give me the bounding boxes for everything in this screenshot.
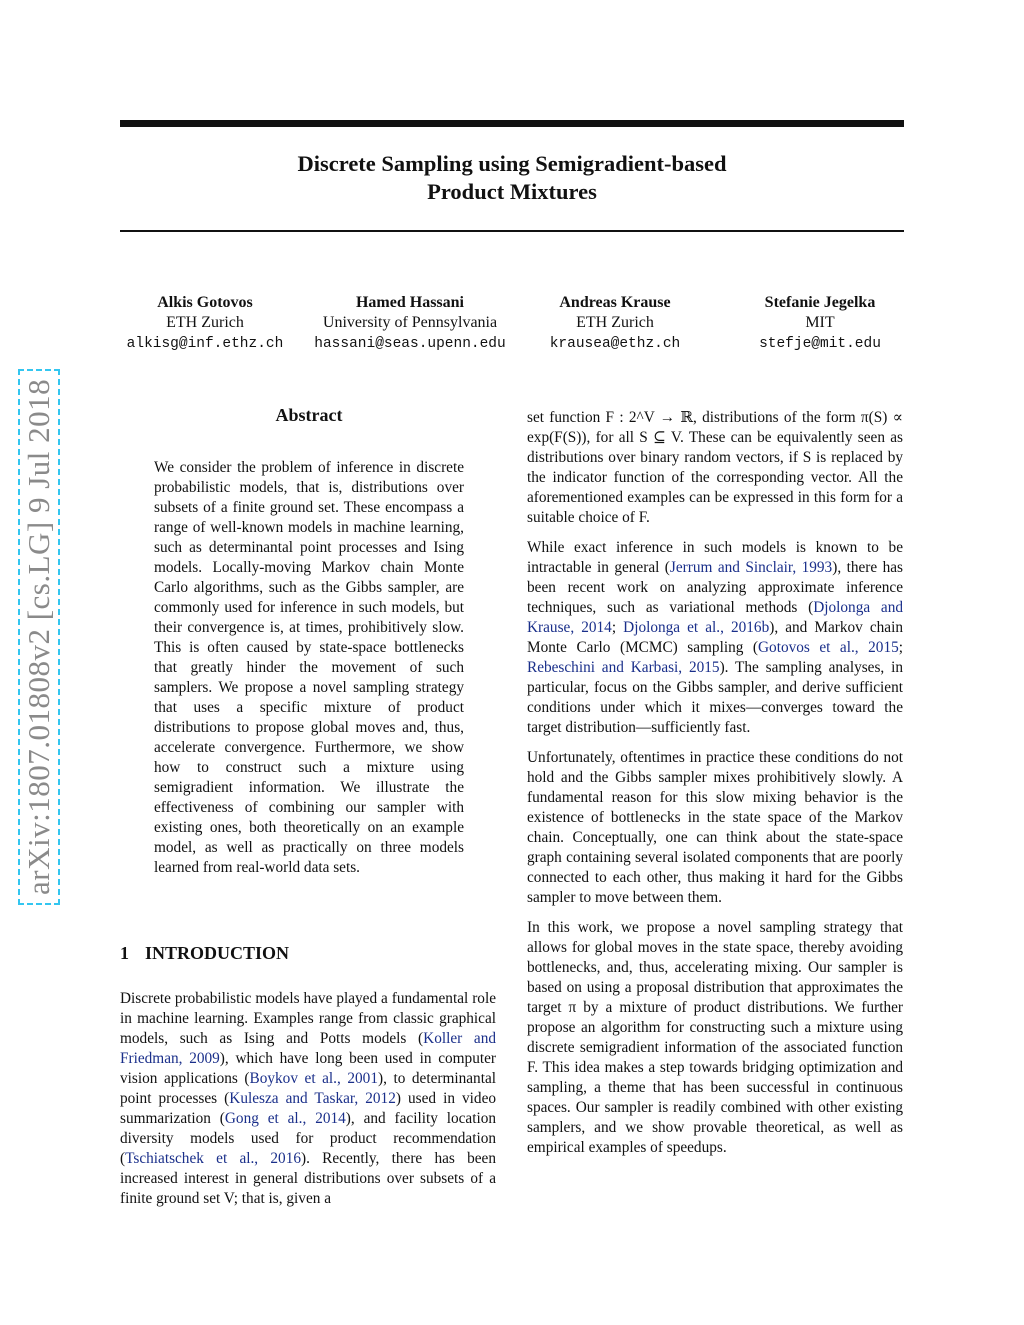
- author-email[interactable]: hassani@seas.upenn.edu: [314, 336, 506, 352]
- citation-link[interactable]: Gotovos et al., 2015: [758, 639, 899, 656]
- paper-title: [120, 150, 904, 206]
- citation-link[interactable]: Rebeschini and Karbasi, 2015: [527, 659, 720, 676]
- citation-link[interactable]: Kulesza and Taskar, 2012: [229, 1090, 396, 1107]
- author-3: [525, 293, 705, 355]
- author-affiliation: MIT: [805, 314, 835, 331]
- intro-left-column: [120, 989, 496, 1219]
- citation-link[interactable]: Koller and Friedman, 2009: [120, 1030, 496, 1067]
- author-1: [110, 293, 300, 355]
- paragraph-text: ). Recently, there has been increased interest in general distributions over subsets of a finite ground set V; that is, given a: [120, 1150, 496, 1207]
- citation-link[interactable]: Jerrum and Sinclair, 1993: [669, 559, 833, 576]
- paragraph-text: ;: [898, 639, 903, 656]
- author-name: Andreas Krause: [559, 294, 671, 311]
- citation-link[interactable]: Tschiatschek et al., 2016: [125, 1150, 301, 1167]
- title-rule-top: [120, 120, 904, 127]
- abstract-text: We consider the problem of inference in discrete probabilistic models, that is, distributions over subsets of a finite ground set. These encompass a range of well-known models in machine learning, such as determinantal point processes and Ising models. Locally-moving Markov chain Monte Carlo algorithms, such as the Gibbs sampler, are commonly used for inference in such models, but their convergence is, at times, prohibitively slow. This is often caused by state-space bottlenecks that greatly hinder the movement of such samplers. We propose a novel sampling strategy that uses a specific mixture of product distributions to propose global moves and, thus, accelerate convergence. Furthermore, we show how to construct such a mixture using semigradient information. We illustrate the effectiveness of combining our sampler with existing ones, both theoretically on an example model, as well as practically on three models learned from real-world data sets.: [154, 459, 464, 876]
- paragraph-text: Discrete probabilistic models have played a fundamental role in machine learning. Examples range from classic graphical models, such as Ising and Potts models (: [120, 990, 496, 1047]
- author-name: Alkis Gotovos: [157, 294, 253, 311]
- citation-link[interactable]: Boykov et al., 2001: [249, 1070, 378, 1087]
- paragraph-text: ), there has been recent work on analyzing approximate inference techniques, such as variational methods (: [527, 559, 904, 616]
- section-number: 1: [120, 943, 129, 963]
- intro-paragraph-1: [120, 989, 496, 1209]
- section-heading-introduction: [120, 943, 500, 964]
- author-2: [300, 293, 520, 355]
- author-affiliation: ETH Zurich: [166, 314, 244, 331]
- author-name: Hamed Hassani: [355, 294, 464, 311]
- author-affiliation: University of Pennsylvania: [322, 314, 498, 331]
- paragraph-text: While exact inference in such models is known to be intractable in general (: [527, 539, 903, 576]
- paragraph-text: ). The sampling analyses, in particular, focus on the Gibbs sampler, and derive sufficient conditions under which it mixes—converges toward the target distribution—sufficiently fast.: [527, 659, 903, 736]
- intro-right-column: [527, 408, 903, 1168]
- intro-paragraph-5: In this work, we propose a novel sampling strategy that allows for global moves in the state space, thereby avoiding bottlenecks, and, thus, accelerating mixing. Our sampler is based on using a proposal distribution that approximates the target π by a mixture of product distributions. We further propose an algorithm for constructing such a mixture using discrete semigradient information of the associated function F. This idea makes a step towards bridging optimization and sampling, a theme that has been successful in continuous spaces. Our sampler is readily combined with other existing samplers, and we show provable theoretical, as well as empirical examples of speedups.: [527, 919, 903, 1156]
- author-affiliation: ETH Zurich: [576, 314, 654, 331]
- author-email[interactable]: stefje@mit.edu: [759, 336, 881, 352]
- section-title: INTRODUCTION: [145, 943, 290, 963]
- citation-link[interactable]: Djolonga et al., 2016b: [623, 619, 770, 636]
- paragraph-text: ), and Markov chain Monte Carlo (MCMC) sampling (: [527, 619, 903, 656]
- author-email[interactable]: krausea@ethz.ch: [549, 336, 681, 352]
- title-rule-bottom: [120, 230, 904, 232]
- title-line-1: Discrete Sampling using Semigradient-based: [297, 151, 727, 176]
- abstract-heading: Abstract: [275, 405, 343, 425]
- paragraph-text: ;: [611, 619, 624, 636]
- author-name: Stefanie Jegelka: [764, 294, 876, 311]
- intro-paragraph-2: set function F : 2^V → ℝ, distributions of the form π(S) ∝ exp(F(S)), for all S ⊆ V. These can be equivalently seen as distributions over binary random vectors, if S is replaced by the indicator function of the corresponding vector. All the aforementioned examples can be expressed in this form for a suitable choice of F.: [527, 409, 903, 526]
- paragraph-text: ), which have long been used in computer vision applications (: [120, 1050, 496, 1087]
- intro-paragraph-3: [527, 538, 903, 738]
- citation-link[interactable]: Djolonga and Krause, 2014: [527, 599, 904, 636]
- intro-paragraph-4: Unfortunately, oftentimes in practice these conditions do not hold and the Gibbs sampler mixes prohibitively slowly. A fundamental reason for this slow mixing behavior is the existence of bottlenecks in the state space of the Markov chain. Conceptually, one can think about the state-space graph containing several isolated components that are poorly connected to each other, thus making it hard for the Gibbs sampler to move between them.: [527, 749, 903, 906]
- arxiv-identifier-stamp[interactable]: arXiv:1807.01808v2 [cs.LG] 9 Jul 2018: [18, 369, 60, 905]
- paragraph-text: ), and facility location diversity models used for product recommendation (: [120, 1110, 496, 1167]
- citation-link[interactable]: Gong et al., 2014: [224, 1110, 346, 1127]
- paragraph-text: ) used in video summarization (: [120, 1090, 497, 1127]
- author-4: [730, 293, 910, 355]
- title-line-2: Product Mixtures: [427, 179, 597, 204]
- author-email[interactable]: alkisg@inf.ethz.ch: [126, 336, 284, 352]
- paragraph-text: ), to determinantal point processes (: [120, 1070, 496, 1107]
